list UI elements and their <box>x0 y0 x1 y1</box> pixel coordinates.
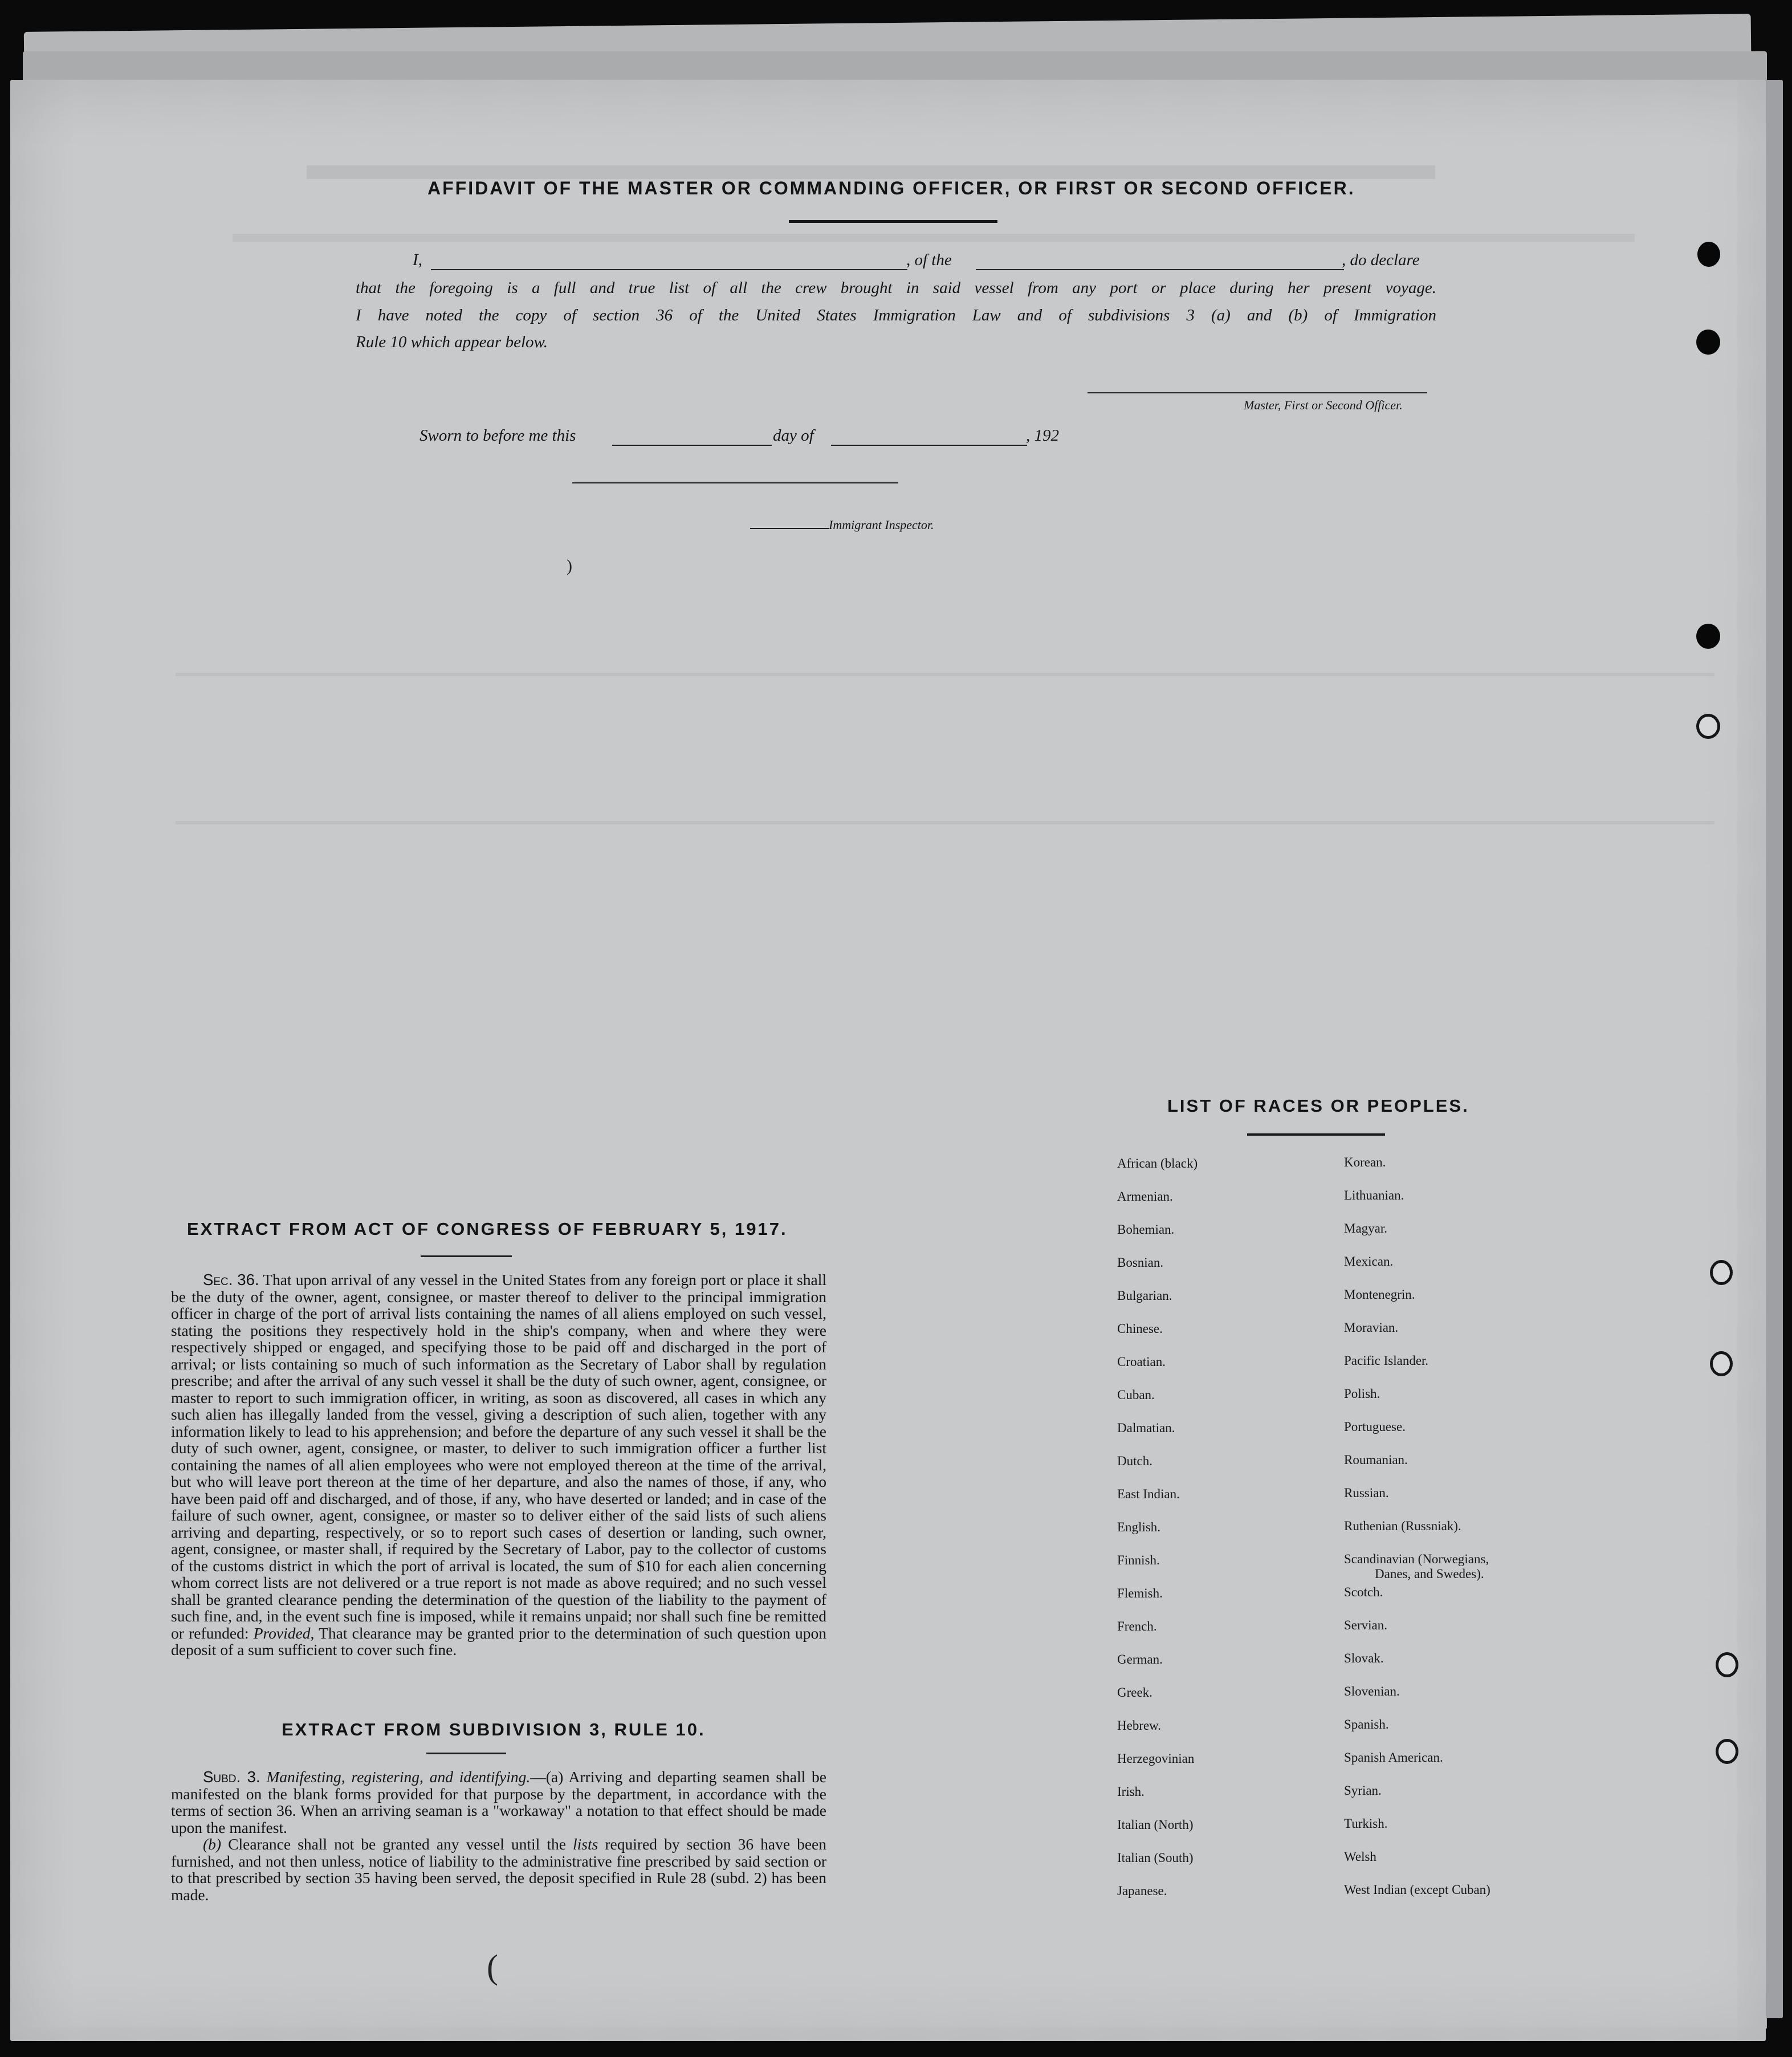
part-b-label: (b) <box>203 1835 222 1853</box>
declarant-name-field[interactable] <box>431 269 907 270</box>
race-item: Lithuanian. <box>1344 1188 1404 1202</box>
race-item: English. <box>1117 1520 1161 1534</box>
race-item: Croatian. <box>1117 1355 1166 1369</box>
declaration-line-3: I have noted the copy of section 36 of the United States Immigration Law and of subdivisions 3 (a) and (b) of Immigration <box>356 306 1436 324</box>
race-item: Servian. <box>1344 1618 1388 1632</box>
punch-hole <box>1716 1652 1738 1677</box>
declaration-line-4: Rule 10 which appear below. <box>356 333 548 351</box>
punch-hole <box>1696 330 1720 355</box>
page-edge <box>1766 80 1783 2018</box>
sworn-month-field[interactable] <box>831 445 1027 446</box>
subdivision-3-text <box>171 1769 826 1836</box>
declaration-line-2: that the foregoing is a full and true list of all the crew brought in said vessel from any port or place during her present voyage. <box>356 279 1436 297</box>
bleed-through <box>307 165 1435 179</box>
race-item: Pacific Islander. <box>1344 1353 1429 1368</box>
race-item: Moravian. <box>1344 1320 1399 1335</box>
race-item: Bulgarian. <box>1117 1288 1172 1303</box>
declaration-line-1 <box>413 251 422 270</box>
document-page <box>10 80 1766 2041</box>
race-item: Italian (South) <box>1117 1851 1194 1865</box>
pen-mark: ) <box>567 556 572 575</box>
declarant-label: I, <box>413 251 422 269</box>
bleed-through <box>176 821 1714 824</box>
vessel-name-field[interactable] <box>976 269 1344 270</box>
race-item: Flemish. <box>1117 1586 1163 1600</box>
rule-extract-rule <box>426 1753 506 1754</box>
section-36-body: That upon arrival of any vessel in the United States from any foreign port or place it shall be the duty of the owner, agent, consignee, or master thereof to deliver to the principal immigration officer in charge of the port of arrival lists containing the names of all aliens employed on such vessel, stating the positions they respectively hold in the ship's company, when and where they were respectively shipped or engaged, and specifying those to be paid off and discharged in the port of arrival; or lists containing so much of such information as the Secretary of Labor shall by regulation prescribe; and after the arrival of any such vessel it shall be the duty of such owner, agent, consignee, or master to report to such immigration officer, in writing, as soon as discovered, all cases in which any such alien has illegally landed from the vessel, giving a description of such alien, together with any information likely to lead to his apprehension; and before the departure of any such vessel it shall be the duty of such owner, agent, consignee, or master, to deliver to such immigration officer a further list containing the names of all alien employees who were not employed thereon at the time of the arrival, but who will leave port thereon at the time of her departure, and also the names of those, if any, who have been paid off and discharged, and of those, if any, who have deserted or landed; and in case of the failure of such owner, agent, consignee, or master so to deliver either of the said lists of such aliens arriving and departing, respectively, or so to report such cases of desertion or landing, such owner, agent, consignee, or master shall, if required by the Secretary of Labor, pay to the collector of customs of the customs district in which the port of arrival is located, the sum of $10 for each alien concerning whom correct lists are not delivered or a true report is not made as above required; and no such vessel shall be granted clearance pending the determination of the question of the liability to the payment of such fine, and, in the event such fine is imposed, while it remains unpaid; nor shall such fine be remitted or refunded: <box>171 1271 826 1642</box>
race-item: Slovak. <box>1344 1651 1384 1665</box>
race-item: Herzegovinian <box>1117 1751 1195 1766</box>
race-item: Syrian. <box>1344 1783 1382 1798</box>
race-item: Polish. <box>1344 1387 1380 1401</box>
subdivision-3b-text <box>171 1836 826 1903</box>
officer-signature-field[interactable] <box>1088 392 1427 393</box>
race-item: Cuban. <box>1117 1388 1155 1402</box>
race-item: Irish. <box>1117 1784 1145 1799</box>
affidavit-title-rule <box>789 220 997 223</box>
race-item: Scandinavian (Norwegians, <box>1344 1552 1489 1566</box>
punch-hole <box>1697 242 1720 267</box>
sworn-day-field[interactable] <box>612 445 772 446</box>
race-item: Dalmatian. <box>1117 1421 1175 1435</box>
bleed-through <box>233 234 1635 242</box>
race-item: West Indian (except Cuban) <box>1344 1883 1490 1897</box>
race-item: Portuguese. <box>1344 1420 1406 1434</box>
race-item: Russian. <box>1344 1486 1389 1500</box>
races-title-rule <box>1247 1133 1385 1136</box>
act-extract-rule <box>421 1255 512 1257</box>
race-item: Japanese. <box>1117 1884 1167 1898</box>
race-item: Turkish. <box>1344 1816 1388 1831</box>
part-b-lists: lists <box>573 1835 598 1853</box>
officer-signature-label: Master, First or Second Officer. <box>1244 398 1403 412</box>
race-item: East Indian. <box>1117 1487 1180 1501</box>
vessel-label: , of the <box>906 251 952 269</box>
part-b-body-1: Clearance shall not be granted any vessel until the <box>228 1835 566 1853</box>
inspector-short-rule <box>750 528 829 529</box>
race-item: Roumanian. <box>1344 1453 1408 1467</box>
rule-extract-title: EXTRACT FROM SUBDIVISION 3, RULE 10. <box>282 1719 706 1739</box>
race-item: Hebrew. <box>1117 1718 1162 1733</box>
sworn-year-label: , 192 <box>1026 426 1059 445</box>
race-item: Dutch. <box>1117 1454 1152 1468</box>
subdivision-heading: Manifesting, registering, and identifying. <box>266 1768 531 1786</box>
race-item: Korean. <box>1344 1155 1386 1169</box>
proviso-label: Provided, <box>253 1624 315 1642</box>
punch-hole <box>1696 714 1720 739</box>
race-item: French. <box>1117 1619 1157 1633</box>
race-item: Scotch. <box>1344 1585 1383 1599</box>
declare-label: , do declare <box>1342 251 1420 269</box>
punch-hole <box>1696 624 1720 649</box>
race-item: Bosnian. <box>1117 1255 1164 1270</box>
race-item: Welsh <box>1344 1849 1376 1864</box>
race-item: Mexican. <box>1344 1254 1394 1269</box>
part-a-body: Arriving and departing seamen shall be manifested on the blank forms provided for that purpose by the department, in accordance with the terms of section 36. When an arriving seaman is a "workaway" a notation to that effect should be made upon the manifest. <box>171 1768 826 1836</box>
part-a-label: —(a) <box>530 1768 564 1786</box>
race-item: German. <box>1117 1652 1163 1666</box>
race-item: Greek. <box>1117 1685 1152 1700</box>
race-item: Finnish. <box>1117 1553 1160 1567</box>
pen-mark: ( <box>487 1948 498 1986</box>
race-item: Spanish American. <box>1344 1750 1443 1765</box>
sworn-label: Sworn to before me this <box>420 426 576 445</box>
sworn-day-label: day of <box>773 426 814 445</box>
punch-hole <box>1710 1351 1733 1376</box>
bleed-through <box>176 673 1714 676</box>
race-item: African (black) <box>1117 1156 1198 1170</box>
race-item: Ruthenian (Russniak). <box>1344 1519 1461 1533</box>
section-36-text <box>171 1271 826 1658</box>
races-title: LIST OF RACES OR PEOPLES. <box>1167 1096 1469 1116</box>
race-item: Italian (North) <box>1117 1818 1194 1832</box>
race-item: Montenegrin. <box>1344 1287 1415 1302</box>
inspector-label: Immigrant Inspector. <box>829 518 934 532</box>
inspector-signature-field[interactable] <box>572 482 898 483</box>
race-item: Chinese. <box>1117 1322 1163 1336</box>
affidavit-title: AFFIDAVIT OF THE MASTER OR COMMANDING OFFICER, OR FIRST OR SECOND OFFICER. <box>427 178 1355 198</box>
race-item: Spanish. <box>1344 1717 1389 1731</box>
act-extract-title: EXTRACT FROM ACT OF CONGRESS OF FEBRUARY 5, 1917. <box>187 1219 788 1239</box>
part-b-body-2: required by section 36 have been furnished, and not then unless, notice of liability to the administrative fine prescribed by said section or to that prescribed by section 35 having been served, the deposit specified in Rule 28 (subd. 2) has been made. <box>171 1835 827 1904</box>
section-36-label: Sec. 36. <box>203 1271 259 1288</box>
race-item: Bohemian. <box>1117 1222 1175 1237</box>
race-item: Danes, and Swedes). <box>1375 1567 1484 1581</box>
subdivision-label: Subd. 3. <box>203 1768 260 1786</box>
punch-hole <box>1710 1260 1733 1285</box>
proviso-body: That clearance may be granted prior to the determination of such question upon deposit of a sum sufficient to cover such fine. <box>171 1624 826 1658</box>
race-item: Magyar. <box>1344 1221 1388 1235</box>
punch-hole <box>1716 1739 1738 1764</box>
race-item: Armenian. <box>1117 1189 1173 1204</box>
race-item: Slovenian. <box>1344 1684 1400 1698</box>
